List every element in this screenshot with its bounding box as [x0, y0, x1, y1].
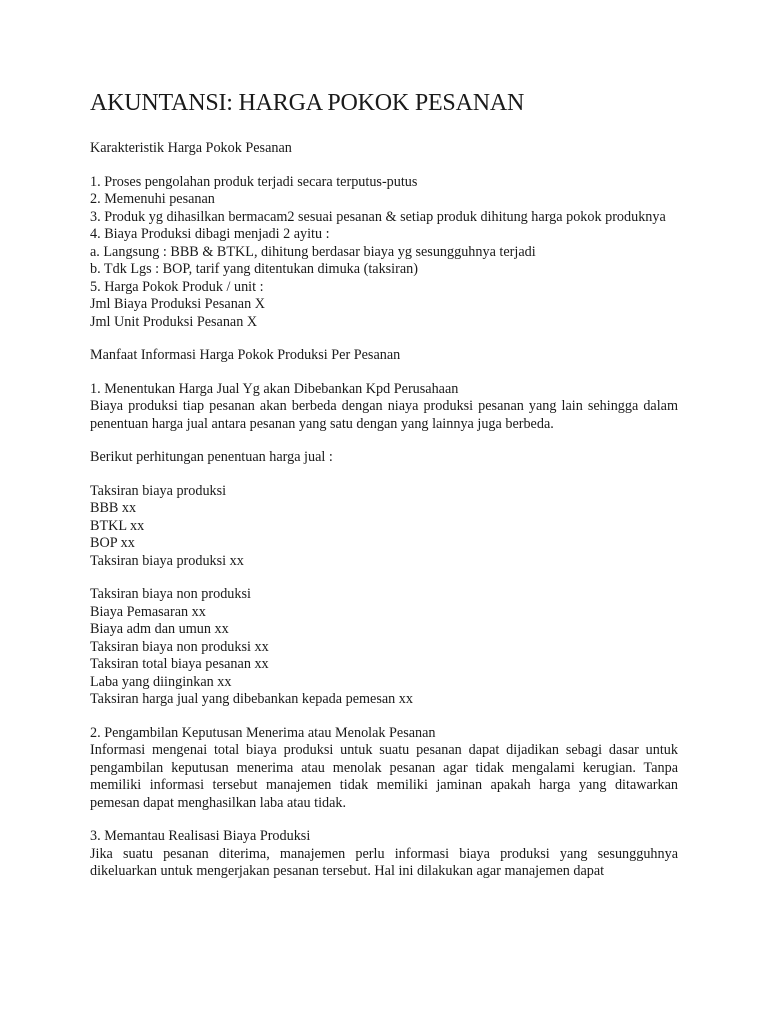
- body-text: Informasi mengenai total biaya produksi untuk suatu pesanan dapat dijadikan sebagi dasar untuk pengambilan keputusan menerima atau menolak pesanan agar tidak mengalami kerugian. Tanpa memiliki informasi tersebut manajemen tidak memiliki jaminan apakah harga yang ditawarkan pemesan dapat menghasilkan laba atau tidak.: [90, 742, 678, 811]
- list-item: BOP xx: [90, 535, 135, 551]
- list-item: Taksiran total biaya pesanan xx: [90, 656, 269, 672]
- subsection-heading: 1. Menentukan Harga Jual Yg akan Dibebankan Kpd Perusahaan: [90, 380, 459, 397]
- list-item: Jml Biaya Produksi Pesanan X: [90, 296, 265, 312]
- subsection-heading: 2. Pengambilan Keputusan Menerima atau Menolak Pesanan: [90, 724, 436, 741]
- list-item: Taksiran biaya produksi: [90, 482, 227, 499]
- list-item: BTKL xx: [90, 517, 145, 534]
- list-item: 2. Memenuhi pesanan: [90, 191, 215, 207]
- list-item: Taksiran biaya non produksi xx: [90, 638, 269, 655]
- list-item: 1. Proses pengolahan produk terjadi secara terputus-putus: [90, 173, 418, 190]
- list-item: Biaya adm dan umun xx: [90, 621, 229, 637]
- list-item: Taksiran biaya produksi xx: [90, 552, 244, 569]
- document-title: AKUNTANSI: HARGA POKOK PESANAN: [90, 90, 525, 116]
- list-item: 5. Harga Pokok Produk / unit :: [90, 278, 264, 295]
- list-item: b. Tdk Lgs : BOP, tarif yang ditentukan dimuka (taksiran): [90, 261, 418, 277]
- paragraph-production-cost-estimate: [90, 483, 678, 571]
- list-item: BBB xx: [90, 500, 137, 516]
- list-item: a. Langsung : BBB & BTKL, dihitung berdasar biaya yg sesungguhnya terjadi: [90, 243, 536, 260]
- list-item: 3. Produk yg dihasilkan bermacam2 sesuai pesanan & setiap produk dihitung harga pokok produknya: [90, 208, 666, 225]
- body-text: Biaya produksi tiap pesanan akan berbeda dengan niaya produksi pesanan yang lain sehingga dalam penentuan harga jual antara pesanan yang satu dengan yang lainnya juga berbeda.: [90, 398, 678, 432]
- list-item: Biaya Pemasaran xx: [90, 603, 206, 620]
- paragraph-calculation-intro: [90, 449, 678, 467]
- section-heading: Karakteristik Harga Pokok Pesanan: [90, 140, 292, 156]
- paragraph-benefit-3: [90, 828, 678, 881]
- paragraph-benefit-1: [90, 381, 678, 434]
- paragraph-non-production-cost-estimate: [90, 586, 678, 709]
- paragraph-benefit-2: [90, 725, 678, 813]
- list-item: 4. Biaya Produksi dibagi menjadi 2 ayitu :: [90, 226, 330, 242]
- body-text: Jika suatu pesanan diterima, manajemen perlu informasi biaya produksi yang sesungguhnya dikeluarkan untuk mengerjakan pesanan tersebut. Hal ini dilakukan agar manajemen dapat: [90, 845, 678, 879]
- paragraph-benefits-heading: [90, 347, 678, 365]
- list-item: Taksiran biaya non produksi: [90, 586, 251, 602]
- list-item: Laba yang diinginkan xx: [90, 673, 232, 690]
- paragraph-characteristics-list: [90, 174, 678, 332]
- body-text: Berikut perhitungan penentuan harga jual :: [90, 449, 333, 465]
- subsection-heading: 3. Memantau Realisasi Biaya Produksi: [90, 828, 311, 844]
- paragraph-characteristics-heading: [90, 140, 678, 158]
- list-item: Jml Unit Produksi Pesanan X: [90, 313, 258, 330]
- section-heading: Manfaat Informasi Harga Pokok Produksi Per Pesanan: [90, 347, 401, 363]
- list-item: Taksiran harga jual yang dibebankan kepada pemesan xx: [90, 691, 413, 707]
- document-body: [90, 140, 678, 881]
